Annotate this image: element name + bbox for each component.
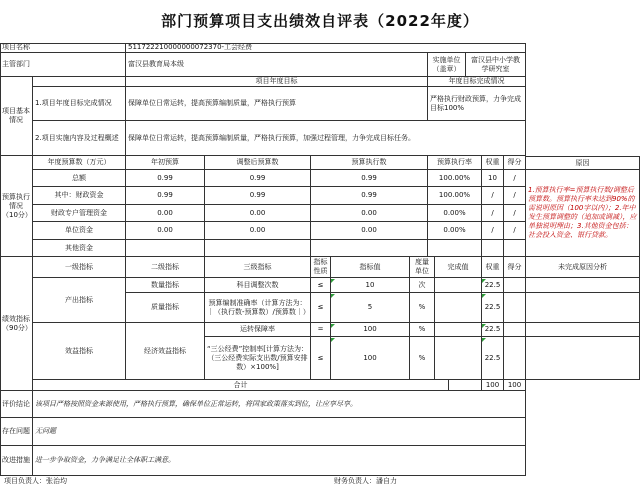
content-row-label: 2.项目实施内容及过程概述	[33, 121, 126, 156]
budget-row-weight[interactable]: /	[482, 205, 504, 222]
budget-row-executed[interactable]: 0.99	[311, 170, 428, 187]
budget-row-adjusted[interactable]: 0.00	[205, 222, 311, 240]
cell-marker-icon	[331, 279, 335, 283]
improve-text[interactable]: 进一步争取资金，力争满足让全体职工满意。	[33, 446, 526, 476]
budget-row-score[interactable]	[504, 240, 526, 257]
budget-header-executed: 预算执行数	[311, 156, 428, 170]
perf-done[interactable]	[435, 278, 482, 293]
perf-value[interactable]: 5	[331, 293, 410, 323]
budget-row-name: 其中：财政资金	[33, 187, 126, 205]
perf-benefit-label: 效益指标	[33, 323, 126, 380]
dept-value[interactable]: 富汉县教育局本级	[126, 53, 428, 77]
cell-marker-icon	[482, 294, 486, 298]
total-weight[interactable]: 100	[482, 380, 504, 391]
perf-score[interactable]	[504, 278, 526, 293]
perf-level3: 运转保障率	[205, 323, 311, 337]
perf-output-label: 产出指标	[33, 278, 126, 323]
content-row-text[interactable]: 保障单位日常运转，提高预算编制质量，严格执行预算，加强过程管理，力争完成目标任务。	[126, 121, 526, 156]
perf-header-level1: 一级指标	[33, 257, 126, 278]
perf-unit[interactable]: 次	[410, 278, 435, 293]
perf-reason[interactable]	[526, 293, 640, 323]
budget-row-rate[interactable]: 0.00%	[428, 205, 482, 222]
perf-header-score: 得分	[504, 257, 526, 278]
problems-text[interactable]: 无问题	[33, 418, 526, 446]
impl-value[interactable]: 富汉县中小学教学研究室	[466, 53, 526, 77]
budget-row-initial[interactable]: 0.99	[126, 187, 205, 205]
budget-row-adjusted[interactable]: 0.99	[205, 187, 311, 205]
budget-header-weight: 权重	[482, 156, 504, 170]
budget-row-score[interactable]: /	[504, 187, 526, 205]
budget-row-rate[interactable]: 100.00%	[428, 187, 482, 205]
perf-value[interactable]: 100	[331, 337, 410, 380]
perf-unit[interactable]: %	[410, 323, 435, 337]
cell-marker-icon	[331, 338, 335, 342]
budget-row-adjusted[interactable]	[205, 240, 311, 257]
budget-row-name: 总额	[33, 170, 126, 187]
budget-row-name: 其他资金	[33, 240, 126, 257]
budget-row-rate[interactable]	[428, 240, 482, 257]
cell-marker-icon	[482, 338, 486, 342]
perf-header-reason: 未完成原因分析	[526, 257, 640, 278]
perf-nature[interactable]: =	[311, 323, 331, 337]
completion-row-text[interactable]: 严格执行财政预算，力争完成目标100%	[428, 87, 526, 121]
budget-row-score[interactable]: /	[504, 222, 526, 240]
budget-row-executed[interactable]: 0.99	[311, 187, 428, 205]
budget-row-rate[interactable]: 100.00%	[428, 170, 482, 187]
budget-row-weight[interactable]: /	[482, 187, 504, 205]
perf-nature[interactable]: ≤	[311, 278, 331, 293]
finance-leader: 财务负责人：潘自力	[334, 477, 397, 485]
perf-reason[interactable]	[526, 323, 640, 337]
perf-weight[interactable]: 22.5	[482, 293, 504, 323]
impl-label: 实施单位（盖章）	[428, 53, 466, 77]
perf-header-level3: 三级指标	[205, 257, 311, 278]
annual-goal-header: 项目年度目标	[126, 77, 428, 87]
perf-reason[interactable]	[526, 337, 640, 380]
perf-header-weight: 权重	[482, 257, 504, 278]
perf-level2: 经济效益指标	[126, 323, 205, 380]
perf-header-done: 完成值	[435, 257, 482, 278]
perf-weight[interactable]: 22.5	[482, 278, 504, 293]
budget-row-executed[interactable]: 0.00	[311, 222, 428, 240]
budget-header-name: 年度预算数（万元）	[33, 156, 126, 170]
cell-marker-icon	[482, 279, 486, 283]
budget-row-score[interactable]: /	[504, 205, 526, 222]
perf-weight[interactable]: 22.5	[482, 337, 504, 380]
budget-row-executed[interactable]	[311, 240, 428, 257]
perf-done[interactable]	[435, 293, 482, 323]
basic-section-label: 项目基本情况	[0, 77, 33, 156]
perf-level3: 预算编制准确率（计算方法为：｜（执行数-预算数）/预算数｜）	[205, 293, 311, 323]
page-title: 部门预算项目支出绩效自评表（2022年度）	[161, 12, 479, 30]
perf-score[interactable]	[504, 337, 526, 380]
total-blank	[449, 380, 482, 391]
budget-row-initial[interactable]: 0.00	[126, 222, 205, 240]
problems-label: 存在问题	[0, 418, 33, 446]
perf-nature[interactable]: ≤	[311, 293, 331, 323]
budget-header-initial: 年初预算	[126, 156, 205, 170]
completion-header: 年度目标完成情况	[428, 77, 526, 87]
perf-reason[interactable]	[526, 278, 640, 293]
budget-row-rate[interactable]: 0.00%	[428, 222, 482, 240]
budget-row-weight[interactable]	[482, 240, 504, 257]
budget-row-executed[interactable]: 0.00	[311, 205, 428, 222]
cell-marker-icon	[331, 324, 335, 328]
budget-row-adjusted[interactable]: 0.00	[205, 205, 311, 222]
perf-value[interactable]: 10	[331, 278, 410, 293]
perf-section-label: 绩效指标（90分）	[0, 257, 33, 391]
budget-row-name: 财政专户管理资金	[33, 205, 126, 222]
project-leader: 项目负责人：张治均	[4, 477, 67, 485]
perf-nature[interactable]: ≤	[311, 337, 331, 380]
perf-level3: “三公经费”控制率[计算方法为：（三公经费实际支出数/预算安排数）×100%]	[205, 337, 311, 380]
budget-header-rate: 预算执行率	[428, 156, 482, 170]
perf-level2: 质量指标	[126, 293, 205, 323]
perf-header-value: 指标值	[331, 257, 410, 278]
budget-header-score: 得分	[504, 156, 526, 170]
goal-row-text[interactable]: 保障单位日常运转，提高预算编制质量，严格执行预算	[126, 87, 428, 121]
budget-row-initial[interactable]	[126, 240, 205, 257]
cell-marker-icon	[331, 294, 335, 298]
budget-header-adjusted: 调整后预算数	[205, 156, 311, 170]
perf-header-level2: 二级指标	[126, 257, 205, 278]
perf-header-nature: 指标性质	[311, 257, 331, 278]
budget-row-score[interactable]: /	[504, 170, 526, 187]
project-name-value[interactable]: 511722210000000072370-工会经费	[126, 43, 526, 53]
perf-weight[interactable]: 22.5	[482, 323, 504, 337]
reason-text[interactable]: 1.预算执行率=预算执行数/调整后预算数。预算执行率未达到90%的需说明原因（100字以内）；2.年中发生预算调整的（追加或调减），应单独说明理由；3.其他资金包括：社会投入资金、银行贷款。	[526, 170, 640, 257]
perf-score[interactable]	[504, 293, 526, 323]
budget-section-label: 预算执行情况（10分）	[0, 156, 33, 257]
perf-level3: 科目调整次数	[205, 278, 311, 293]
improve-label: 改进措施	[0, 446, 33, 476]
budget-row-weight[interactable]: /	[482, 222, 504, 240]
budget-row-weight[interactable]: 10	[482, 170, 504, 187]
budget-row-initial[interactable]: 0.00	[126, 205, 205, 222]
goal-row-label: 1.项目年度目标完成情况	[33, 87, 126, 121]
total-score[interactable]: 100	[504, 380, 526, 391]
basic-blank-header	[33, 77, 126, 87]
perf-done[interactable]	[435, 337, 482, 380]
perf-level2: 数量指标	[126, 278, 205, 293]
perf-value[interactable]: 100	[331, 323, 410, 337]
perf-unit[interactable]: %	[410, 337, 435, 380]
conclusion-text[interactable]: 该项目严格按照资金来源使用，严格执行预算，确保单位正常运转，将国家政策落实到位，让应享尽享。	[33, 391, 526, 418]
budget-row-name: 单位资金	[33, 222, 126, 240]
budget-row-initial[interactable]: 0.99	[126, 170, 205, 187]
perf-score[interactable]	[504, 323, 526, 337]
conclusion-label: 评价结论	[0, 391, 33, 418]
reason-header: 原因	[526, 156, 640, 170]
budget-row-adjusted[interactable]: 0.99	[205, 170, 311, 187]
project-name-label: 项目名称	[0, 43, 126, 53]
perf-header-unit: 度量单位	[410, 257, 435, 278]
perf-unit[interactable]: %	[410, 293, 435, 323]
cell-marker-icon	[482, 324, 486, 328]
total-label: 合计	[33, 380, 449, 391]
perf-done[interactable]	[435, 323, 482, 337]
dept-label: 主管部门	[0, 53, 126, 77]
